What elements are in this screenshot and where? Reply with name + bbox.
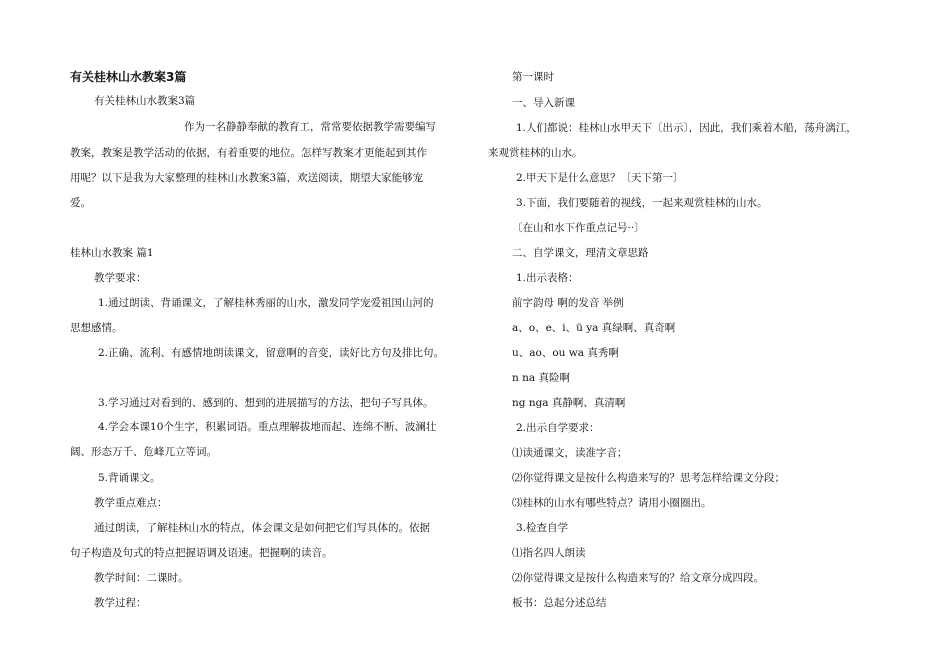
part-heading: 二、自学课文，理清文章思路 [512,247,649,259]
key-points-heading: 教学重点难点： [94,497,168,509]
table-row: ng nga 真静啊、真清啊 [512,397,626,409]
list-item: ⑵你觉得课文是按什么构造来写的？给文章分成四段。 [512,572,764,584]
intro-paragraph-line: 用呢？以下是我为大家整理的桂林山水教案3篇，欢送阅读，期望大家能够宠 [70,172,424,184]
list-item: ⑵你觉得课文是按什么构造来写的？思考怎样给课文分段； [512,472,785,484]
board-summary: 板书：总起分述总结 [512,597,607,609]
requirement-item-continued: 阔、形态万千、危峰兀立等词。 [70,446,217,458]
key-points-text: 通过朗读，了解桂林山水的特点，体会课文是如何把它们写具体的。依据 [94,522,430,534]
document-title: 有关桂林山水教案3篇 [70,70,187,84]
body-text: 2.甲天下是什么意思？〔天下第一〕 [516,172,684,184]
table-row: u、ao、ou wa 真秀啊 [512,347,619,359]
body-text: 1.出示表格： [516,272,579,284]
section-heading: 桂林山水教案 篇1 [70,247,154,259]
list-item: ⑶桂林的山水有哪些特点？请用小圈圈出。 [512,497,712,509]
requirement-item: 5.背诵课文。 [98,472,161,484]
lesson-heading: 第一课时 [512,71,554,83]
intro-paragraph-line: 作为一名静静奉献的教育工，常常要依据教学需要编写 [184,121,436,133]
table-header: 前字韵母 啊的发音 举例 [512,297,624,309]
intro-paragraph-line: 教案，教案是教学活动的依据，有着重要的地位。怎样写教案才更能起到其作 [70,147,427,159]
body-text: 来观赏桂林的山水。 [488,147,583,159]
body-text: 3.检查自学 [516,522,569,534]
requirement-item: 1.通过朗读、背诵课文，了解桂林秀丽的山水，激发同学宠爱祖国山河的 [98,297,434,309]
table-row: n na 真险啊 [512,372,570,384]
intro-paragraph-line: 爱。 [70,197,91,209]
requirement-item-continued: 思想感情。 [70,322,123,334]
requirement-item: 2.正确、流利、有感情地朗读课文，留意啊的音变，读好比方句及排比句。 [98,347,445,359]
key-points-text: 句子构造及句式的特点把握语调及语速。把握啊的读音。 [70,547,333,559]
requirement-item: 4.学会本课10个生字，积累词语。重点理解拔地而起、连绵不断、波澜壮 [98,421,437,433]
body-text: 2.出示自学要求： [516,422,600,434]
teaching-time: 教学时间：二课时。 [94,572,189,584]
requirements-heading: 教学要求： [94,272,147,284]
note-text: 〔在山和水下作重点记号··〕 [512,222,645,234]
teaching-process-heading: 教学过程： [94,597,147,609]
requirement-item: 3.学习通过对看到的、感到的、想到的进展描写的方法，把句子写具体。 [98,397,434,409]
body-text: 1.人们都说：桂林山水甲天下〔出示〕，因此，我们乘着木船，荡舟漓江， [516,122,857,134]
list-item: ⑴指名四人朗读 [512,547,586,559]
document-subtitle: 有关桂林山水教案3篇 [94,95,196,107]
list-item: ⑴读通课文，读准字音； [512,447,628,459]
part-heading: 一、导入新课 [512,97,575,109]
body-text: 3.下面，我们要随着的视线，一起来观赏桂林的山水。 [516,197,768,209]
table-row: a、o、e、i、ü ya 真绿啊、真奇啊 [512,322,676,334]
